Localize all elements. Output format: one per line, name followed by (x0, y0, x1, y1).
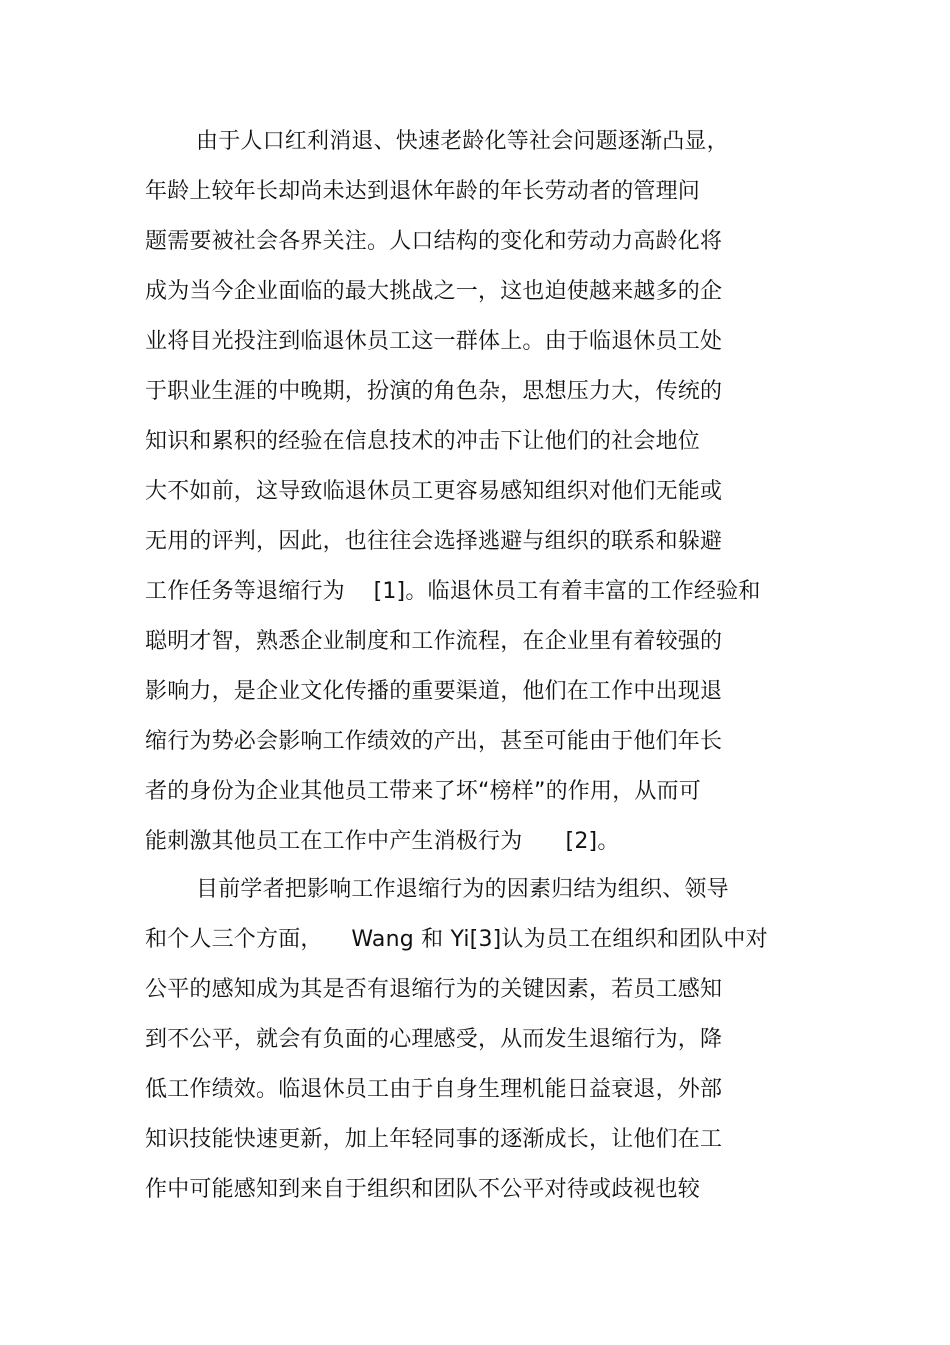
paragraph-1-line-8: 大不如前，这导致临退休员工更容易感知组织对他们无能或 (145, 479, 723, 504)
paragraph-1-line-4: 成为当今企业面临的最大挑战之一，这也迫使越来越多的企 (145, 279, 723, 304)
paragraph-1-line-2: 年龄上较年长却尚未达到退休年龄的年长劳动者的管理问 (145, 179, 701, 204)
paragraph-1-line-10: 工作任务等退缩行为 [1]。临退休员工有着丰富的工作经验和 (145, 579, 761, 604)
paragraph-1-line-14: 者的身份为企业其他员工带来了坏“榜样”的作用，从而可 (145, 779, 701, 804)
paragraph-1-line-13: 缩行为势必会影响工作绩效的产出，甚至可能由于他们年长 (145, 729, 723, 754)
paragraph-2-line-4: 到不公平，就会有负面的心理感受，从而发生退缩行为，降 (145, 1027, 723, 1052)
paragraph-1-line-3: 题需要被社会各界关注。人口结构的变化和劳动力高龄化将 (145, 229, 723, 254)
paragraph-1-line-12: 影响力，是企业文化传播的重要渠道，他们在工作中出现退 (145, 679, 723, 704)
paragraph-2-line-1: 目前学者把影响工作退缩行为的因素归结为组织、领导 (196, 877, 729, 902)
paragraph-2-line-5: 低工作绩效。临退休员工由于自身生理机能日益衰退，外部 (145, 1077, 723, 1102)
paragraph-1-line-9: 无用的评判，因此，也往往会选择逃避与组织的联系和躲避 (145, 529, 723, 554)
paragraph-1-line-11: 聪明才智，熟悉企业制度和工作流程，在企业里有着较强的 (145, 629, 723, 654)
paragraph-1-line-7: 知识和累积的经验在信息技术的冲击下让他们的社会地位 (145, 429, 701, 454)
paragraph-1-line-15: 能刺激其他员工在工作中产生消极行为 [2]。 (145, 829, 620, 854)
paragraph-1-line-6: 于职业生涯的中晚期，扮演的角色杂，思想压力大，传统的 (145, 379, 723, 404)
paragraph-1-line-5: 业将目光投注到临退休员工这一群体上。由于临退休员工处 (145, 329, 723, 354)
paragraph-1-line-1: 由于人口红利消退、快速老龄化等社会问题逐渐凸显， (196, 129, 729, 154)
paragraph-2-line-2: 和个人三个方面， Wang 和 Yi[3]认为员工在组织和团队中对 (145, 927, 768, 952)
paragraph-2-line-7: 作中可能感知到来自于组织和团队不公平对待或歧视也较 (145, 1177, 701, 1202)
paragraph-2-line-3: 公平的感知成为其是否有退缩行为的关键因素，若员工感知 (145, 977, 723, 1002)
paragraph-2-line-6: 知识技能快速更新，加上年轻同事的逐渐成长，让他们在工 (145, 1127, 723, 1152)
